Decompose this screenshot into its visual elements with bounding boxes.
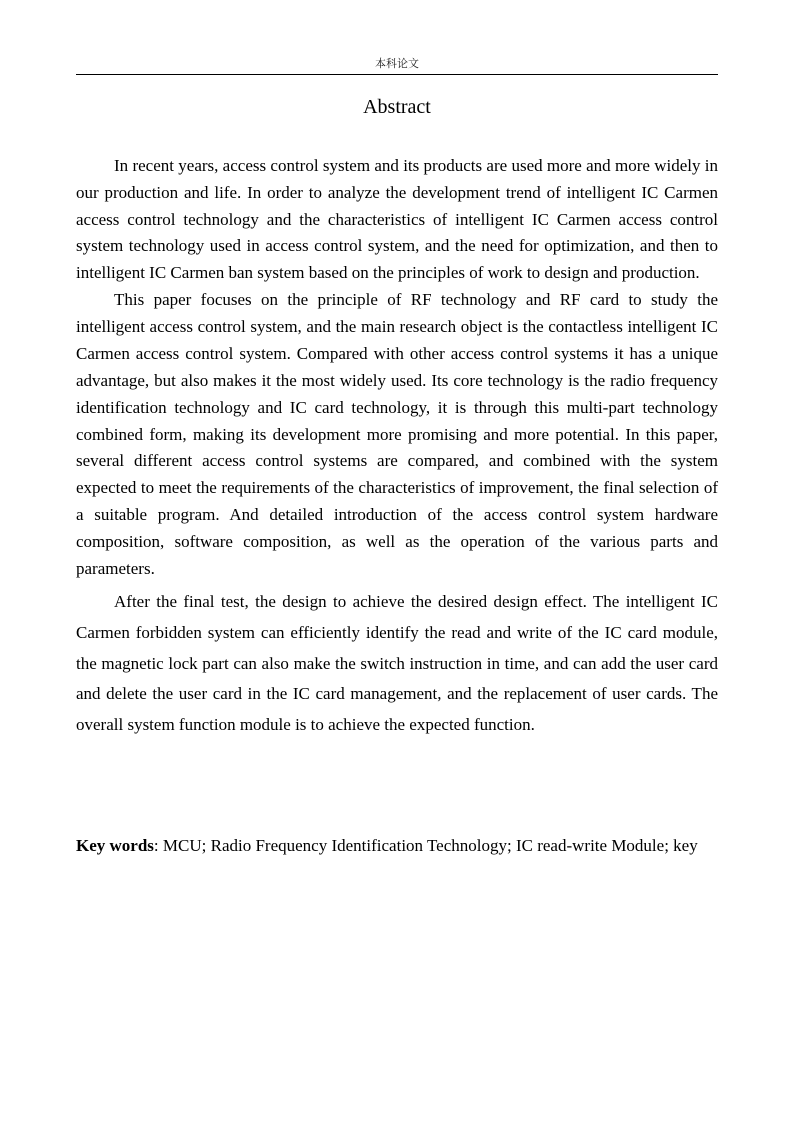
running-title: 本科论文	[375, 57, 419, 70]
keywords-separator: :	[153, 836, 163, 855]
abstract-paragraph-3: After the final test, the design to achieve the desired design effect. The intelligent IC Carmen forbidden system can efficiently identify the read and write of the IC card module, the magnetic lock part can also make the switch instruction in time, and can add the user card and delete the user card in the IC card management, and the replacement of user cards. The overall system function module is to achieve the expected function.	[76, 591, 718, 735]
abstract-body	[76, 153, 718, 741]
keywords-text: MCU; Radio Frequency Identification Technology; IC read-write Module; key	[162, 836, 698, 855]
abstract-paragraph-1: In recent years, access control system and its products are used more and more widely in our production and life. In order to analyze the development trend of intelligent IC Carmen access control technology and the characteristics of intelligent IC Carmen access control system technology used in access control system, and the need for optimization, and then to intelligent IC Carmen ban system based on the principles of work to design and production.	[76, 156, 718, 283]
keywords-line	[76, 830, 718, 861]
page-header	[76, 56, 718, 75]
abstract-paragraph-2: This paper focuses on the principle of RF technology and RF card to study the intelligent access control system, and the main research object is the contactless intelligent IC Carmen access control system. Compared with other access control systems it has a unique advantage, but also makes it the most widely used. Its core technology is the radio frequency identification technology and IC card technology, it is through this multi-part technology combined form, making its development more promising and more potential. In this paper, several different access control systems are compared, and combined with the system expected to meet the requirements of the characteristics of improvement, the final selection of a suitable program. And detailed introduction of the access control system hardware composition, software composition, as well as the operation of the various parts and parameters.	[76, 289, 718, 579]
abstract-title: Abstract	[363, 96, 431, 118]
keywords-label: Key words	[76, 836, 154, 855]
